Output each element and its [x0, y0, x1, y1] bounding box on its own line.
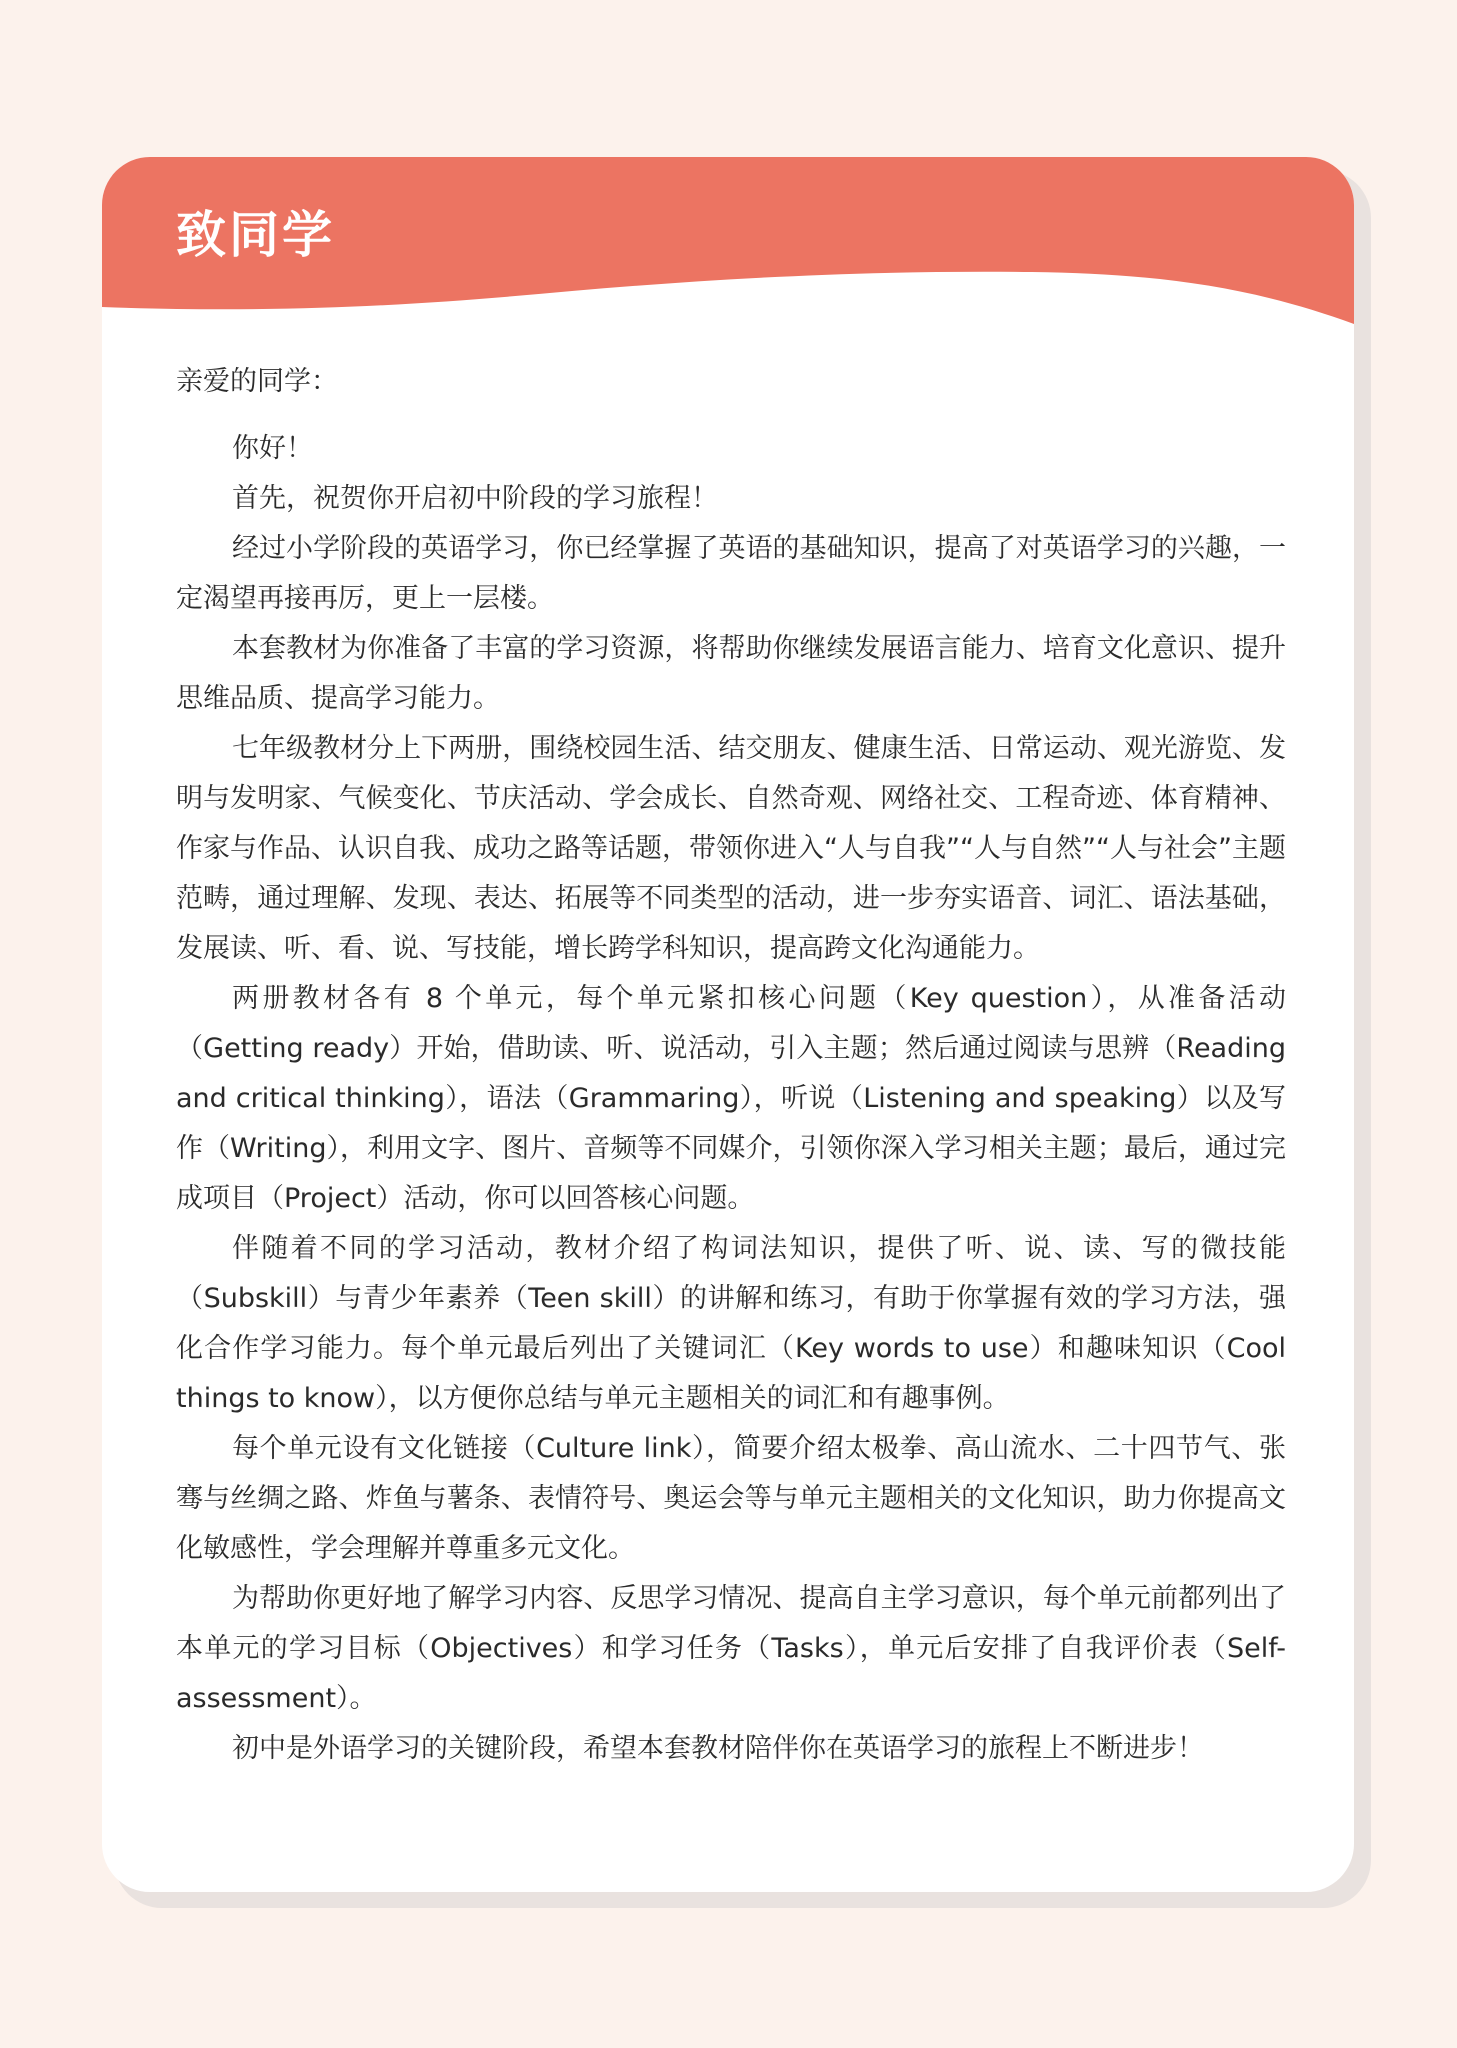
paragraph-skills: 伴随着不同的学习活动，教材介绍了构词法知识，提供了听、说、读、写的微技能（Subskill）与青少年素养（Teen skill）的讲解和练习，有助于你掌握有效的学习方法，强化合作学习能力。每个单元最后列出了关键词汇（Key words to use）和趣味知识（Cool things to know），以方便你总结与单元主题相关的词汇和有趣事例。: [176, 1233, 1286, 1414]
paragraph-culture: 每个单元设有文化链接（Culture link），简要介绍太极拳、高山流水、二十四节气、张骞与丝绸之路、炸鱼与薯条、表情符号、奥运会等与单元主题相关的文化知识，助力你提高文化敏感性，学会理解并尊重多元文化。: [176, 1433, 1286, 1564]
paragraph-topics: 七年级教材分上下两册，围绕校园生活、结交朋友、健康生活、日常运动、观光游览、发明与发明家、气候变化、节庆活动、学会成长、自然奇观、网络社交、工程奇迹、体育精神、作家与作品、认识自我、成功之路等话题，带领你进入“人与自我”“人与自然”“人与社会”主题范畴，通过理解、发现、表达、拓展等不同类型的活动，进一步夯实语音、词汇、语法基础，发展读、听、看、说、写技能，增长跨学科知识，提高跨文化沟通能力。: [176, 733, 1286, 964]
paragraph-greeting: 你好！: [232, 433, 313, 464]
paragraph-units: 两册教材各有 8 个单元，每个单元紧扣核心问题（Key question），从准备活动（Getting ready）开始，借助读、听、说活动，引入主题；然后通过阅读与思辨（Reading and critical thinking），语法（Grammaring），听说（Listening and speaking）以及写作（Writing），利用文字、图片、音频等不同媒介，引领你深入学习相关主题；最后，通过完成项目（Project）活动，你可以回答核心问题。: [176, 983, 1286, 1214]
paragraph-resources: 本套教材为你准备了丰富的学习资源，将帮助你继续发展语言能力、培育文化意识、提升思维品质、提高学习能力。: [176, 633, 1286, 714]
title-banner: [102, 157, 1354, 332]
page-title: 致同学: [176, 206, 335, 264]
paragraph-objectives: 为帮助你更好地了解学习内容、反思学习情况、提高自主学习意识，每个单元前都列出了本单元的学习目标（Objectives）和学习任务（Tasks），单元后安排了自我评价表（Self-assessment）。: [176, 1583, 1286, 1714]
salutation: 亲爱的同学：: [176, 366, 338, 397]
paragraph-congratulations: 首先，祝贺你开启初中阶段的学习旅程！: [232, 483, 718, 514]
paragraph-primary-school: 经过小学阶段的英语学习，你已经掌握了英语的基础知识，提高了对英语学习的兴趣，一定渴望再接再厉，更上一层楼。: [176, 533, 1286, 614]
letter-body: [176, 357, 1286, 1774]
letter-card: [102, 157, 1354, 1892]
paragraph-closing: 初中是外语学习的关键阶段，希望本套教材陪伴你在英语学习的旅程上不断进步！: [232, 1733, 1204, 1764]
